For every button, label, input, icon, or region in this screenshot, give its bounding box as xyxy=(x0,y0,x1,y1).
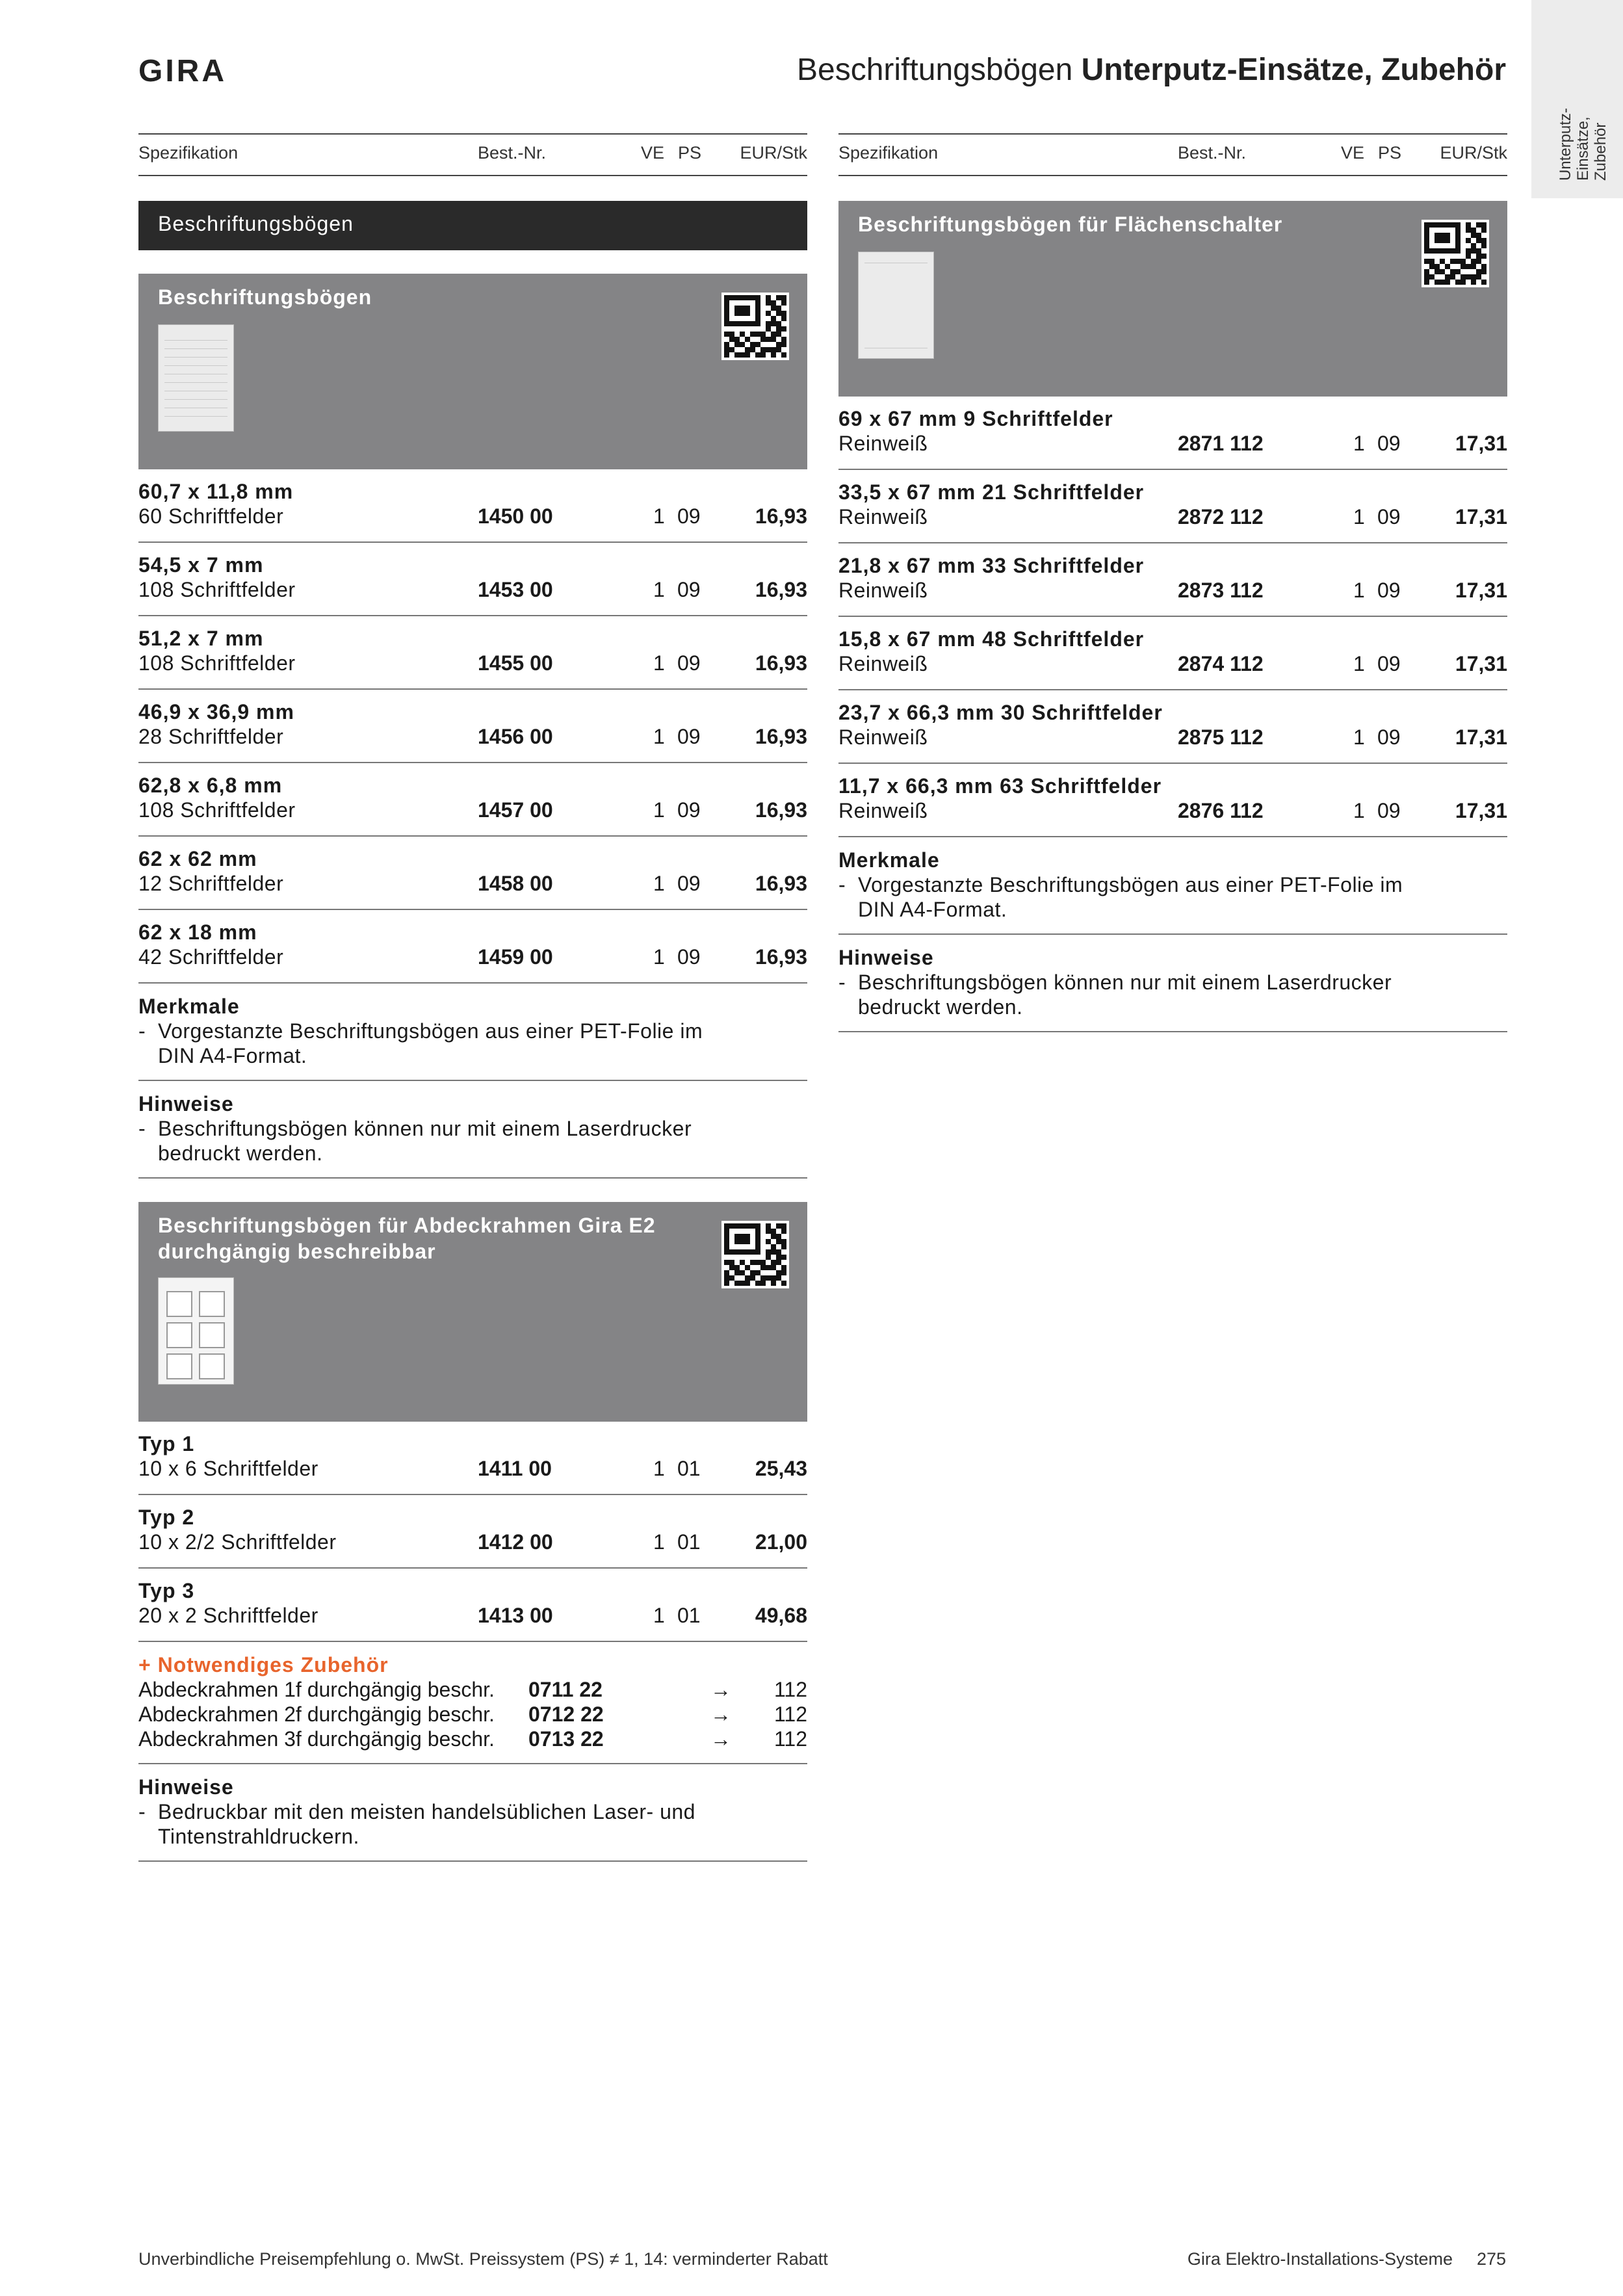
table-row[interactable] xyxy=(138,469,807,543)
table-row[interactable] xyxy=(138,616,807,690)
table-row[interactable] xyxy=(138,763,807,837)
row-article-number: 2873 112 xyxy=(1178,579,1264,602)
row-size: 15,8 x 67 mm 48 Schriftfelder xyxy=(838,627,1145,651)
row-article-number: 1412 00 xyxy=(478,1530,553,1554)
zubehoer-title: + Notwendiges Zubehör xyxy=(138,1653,389,1676)
row-price: 17,31 xyxy=(1455,725,1507,749)
row-ps: 09 xyxy=(677,798,701,822)
row-price: 16,93 xyxy=(755,504,807,528)
product-box-title: Beschriftungsbögen für Abdeckrahmen Gira E2 durchgängig beschreibbar xyxy=(158,1214,656,1263)
merkmale-item: - Vorgestanzte Beschriftungsbögen aus einer PET-Folie im DIN A4-Format. xyxy=(138,1019,703,1067)
row-ps: 09 xyxy=(1377,432,1401,455)
row-article-number: 2876 112 xyxy=(1178,799,1264,822)
hinweise-note xyxy=(838,935,1507,1032)
row-article-number: 1456 00 xyxy=(478,725,553,748)
row-ps: 09 xyxy=(677,578,701,601)
column-header-nr: Best.-Nr. xyxy=(478,143,547,163)
row-ve: 1 xyxy=(1353,579,1365,602)
product-box-flaechenschalter xyxy=(838,201,1507,397)
row-article-number: 1458 00 xyxy=(478,872,553,895)
row-type: Typ 3 xyxy=(138,1579,195,1602)
arrow-right-icon: → xyxy=(710,1678,731,1701)
column-header-ve: VE xyxy=(1341,143,1365,163)
section-title: Beschriftungsbögen xyxy=(138,201,807,250)
arrow-right-icon: → xyxy=(710,1702,731,1726)
row-ps: 09 xyxy=(1377,652,1401,675)
column-header-eur: EUR/Stk xyxy=(740,143,807,163)
row-article-number: 2872 112 xyxy=(1178,505,1264,528)
table-row[interactable] xyxy=(838,764,1507,837)
row-article-number: 1411 00 xyxy=(478,1457,552,1480)
row-fields: 20 x 2 Schriftfelder xyxy=(138,1604,318,1627)
label-sheet-thumbnail xyxy=(158,324,234,432)
product-box-beschriftungsboegen xyxy=(138,274,807,469)
row-ps: 01 xyxy=(677,1530,701,1554)
row-size: 54,5 x 7 mm xyxy=(138,553,264,577)
row-ps: 01 xyxy=(677,1604,701,1627)
row-ps: 09 xyxy=(1377,725,1401,749)
hinweise-title: Hinweise xyxy=(138,1092,234,1115)
row-type: Typ 1 xyxy=(138,1432,195,1455)
page-title-bold: Unterputz-Einsätze, Zubehör xyxy=(1081,53,1506,87)
zubehoer-section xyxy=(138,1642,807,1764)
column-header-spec: Spezifikation xyxy=(838,143,939,163)
row-ps: 09 xyxy=(677,872,701,895)
merkmale-title: Merkmale xyxy=(838,848,940,872)
row-price: 17,31 xyxy=(1455,799,1507,822)
zubehoer-article-number: 0712 22 xyxy=(528,1702,604,1726)
zubehoer-item[interactable] xyxy=(138,1677,807,1702)
merkmale-note xyxy=(138,984,807,1081)
hinweise-item: - Bedruckbar mit den meisten handelsüblichen Laser- und Tintenstrahldruckern. xyxy=(138,1800,695,1848)
hinweise-note xyxy=(138,1081,807,1179)
row-ve: 1 xyxy=(1353,725,1365,749)
row-article-number: 2874 112 xyxy=(1178,652,1264,675)
row-price: 16,93 xyxy=(755,798,807,822)
product-list-2 xyxy=(138,1422,807,1642)
row-price: 16,93 xyxy=(755,651,807,675)
row-price: 16,93 xyxy=(755,578,807,601)
zubehoer-name: Abdeckrahmen 2f durchgängig beschr. xyxy=(138,1702,495,1726)
row-fields: 10 x 6 Schriftfelder xyxy=(138,1457,318,1480)
row-price: 17,31 xyxy=(1455,505,1507,528)
product-box-title: Beschriftungsbögen für Flächenschalter xyxy=(858,213,1283,236)
zubehoer-item[interactable] xyxy=(138,1727,807,1751)
row-ve: 1 xyxy=(653,578,665,601)
zubehoer-name: Abdeckrahmen 3f durchgängig beschr. xyxy=(138,1727,495,1751)
row-color: Reinweiß xyxy=(838,432,928,455)
row-size: 62 x 18 mm xyxy=(138,920,257,944)
zubehoer-article-number: 0711 22 xyxy=(528,1678,603,1701)
right-column xyxy=(838,133,1507,1032)
row-article-number: 2871 112 xyxy=(1178,432,1264,455)
row-ps: 01 xyxy=(677,1457,701,1480)
row-ps: 09 xyxy=(677,651,701,675)
column-header-ps: PS xyxy=(678,143,702,163)
product-box-title: Beschriftungsbögen xyxy=(158,285,372,309)
column-header xyxy=(138,133,807,176)
row-price: 17,31 xyxy=(1455,652,1507,675)
row-size: 23,7 x 66,3 mm 30 Schriftfelder xyxy=(838,701,1163,724)
row-price: 49,68 xyxy=(755,1604,807,1627)
table-row[interactable] xyxy=(138,837,807,910)
table-row[interactable] xyxy=(138,690,807,763)
row-article-number: 1413 00 xyxy=(478,1604,553,1627)
merkmale-note xyxy=(838,837,1507,935)
row-size: 69 x 67 mm 9 Schriftfelder xyxy=(838,407,1113,430)
side-tab-label xyxy=(1557,77,1609,181)
footer-brand: Gira Elektro-Installations-Systeme xyxy=(1187,2249,1453,2269)
row-color: Reinweiß xyxy=(838,579,928,602)
zubehoer-name: Abdeckrahmen 1f durchgängig beschr. xyxy=(138,1678,495,1701)
page-title-light: Beschriftungsbögen xyxy=(797,53,1073,87)
side-tab-line-1: Unterputz- xyxy=(1557,107,1574,181)
row-ve: 1 xyxy=(653,504,665,528)
gira-logo: GIRA xyxy=(138,54,227,88)
row-color: Reinweiß xyxy=(838,505,928,528)
row-article-number: 1459 00 xyxy=(478,945,553,969)
zubehoer-page-link[interactable]: 112 xyxy=(773,1678,807,1701)
row-price: 25,43 xyxy=(755,1457,807,1480)
row-fields: 42 Schriftfelder xyxy=(138,945,284,969)
row-size: 11,7 x 66,3 mm 63 Schriftfelder xyxy=(838,774,1162,798)
row-ps: 09 xyxy=(1377,505,1401,528)
qr-code-icon[interactable] xyxy=(721,1221,789,1288)
row-ve: 1 xyxy=(653,725,665,748)
row-ve: 1 xyxy=(653,1604,665,1627)
row-size: 60,7 x 11,8 mm xyxy=(138,480,294,503)
table-row[interactable] xyxy=(138,1569,807,1642)
zubehoer-article-number: 0713 22 xyxy=(528,1727,604,1751)
hinweise-note-2 xyxy=(138,1764,807,1862)
row-ps: 09 xyxy=(677,945,701,969)
row-article-number: 1450 00 xyxy=(478,504,553,528)
table-row[interactable] xyxy=(138,543,807,616)
row-ve: 1 xyxy=(653,872,665,895)
row-ps: 09 xyxy=(1377,579,1401,602)
table-row[interactable] xyxy=(138,1495,807,1569)
row-ve: 1 xyxy=(653,1457,665,1480)
label-sheet-thumbnail xyxy=(858,252,934,359)
row-ve: 1 xyxy=(653,945,665,969)
row-article-number: 1455 00 xyxy=(478,651,553,675)
table-row[interactable] xyxy=(838,470,1507,543)
row-article-number: 1453 00 xyxy=(478,578,553,601)
hinweise-title: Hinweise xyxy=(838,946,934,969)
row-size: 46,9 x 36,9 mm xyxy=(138,700,294,724)
row-size: 51,2 x 7 mm xyxy=(138,627,264,650)
row-price: 17,31 xyxy=(1455,579,1507,602)
merkmale-title: Merkmale xyxy=(138,995,240,1018)
row-ps: 09 xyxy=(677,504,701,528)
row-fields: 28 Schriftfelder xyxy=(138,725,284,748)
row-color: Reinweiß xyxy=(838,799,928,822)
row-size: 21,8 x 67 mm 33 Schriftfelder xyxy=(838,554,1145,577)
row-fields: 108 Schriftfelder xyxy=(138,578,296,601)
row-fields: 10 x 2/2 Schriftfelder xyxy=(138,1530,337,1554)
row-price: 16,93 xyxy=(755,725,807,748)
row-fields: 12 Schriftfelder xyxy=(138,872,284,895)
zubehoer-page-link[interactable]: 112 xyxy=(773,1702,807,1726)
side-tab-line-2: Einsätze, xyxy=(1574,116,1592,181)
row-size: 62 x 62 mm xyxy=(138,847,257,870)
side-tab-line-3: Zubehör xyxy=(1592,122,1609,181)
table-row[interactable] xyxy=(138,1422,807,1495)
row-ve: 1 xyxy=(1353,432,1365,455)
row-color: Reinweiß xyxy=(838,652,928,675)
row-ve: 1 xyxy=(1353,652,1365,675)
column-header-spec: Spezifikation xyxy=(138,143,239,163)
qr-code-icon[interactable] xyxy=(721,293,789,360)
row-fields: 60 Schriftfelder xyxy=(138,504,284,528)
hinweise-item: - Beschriftungsbögen können nur mit einem Laserdrucker bedruckt werden. xyxy=(138,1117,692,1165)
column-header xyxy=(838,133,1507,176)
row-ve: 1 xyxy=(653,798,665,822)
arrow-right-icon: → xyxy=(710,1727,731,1751)
row-price: 17,31 xyxy=(1455,432,1507,455)
hinweise-item: - Beschriftungsbögen können nur mit einem Laserdrucker bedruckt werden. xyxy=(838,971,1392,1019)
column-header-eur: EUR/Stk xyxy=(1440,143,1507,163)
table-row[interactable] xyxy=(838,397,1507,470)
page-number: 275 xyxy=(1476,2249,1506,2269)
row-size: 62,8 x 6,8 mm xyxy=(138,774,283,797)
page-title xyxy=(797,52,1506,88)
footer-disclaimer: Unverbindliche Preisempfehlung o. MwSt. Preissystem (PS) ≠ 1, 14: verminderter Rabatt xyxy=(138,2249,828,2269)
column-header-nr: Best.-Nr. xyxy=(1178,143,1247,163)
row-ve: 1 xyxy=(1353,799,1365,822)
column-header-ps: PS xyxy=(1378,143,1402,163)
row-fields: 108 Schriftfelder xyxy=(138,798,296,822)
row-article-number: 1457 00 xyxy=(478,798,553,822)
zubehoer-item[interactable] xyxy=(138,1702,807,1727)
row-price: 21,00 xyxy=(755,1530,807,1554)
table-row[interactable] xyxy=(138,910,807,984)
row-ps: 09 xyxy=(1377,799,1401,822)
column-header-ve: VE xyxy=(641,143,665,163)
row-ps: 09 xyxy=(677,725,701,748)
table-row[interactable] xyxy=(838,543,1507,617)
row-price: 16,93 xyxy=(755,872,807,895)
row-color: Reinweiß xyxy=(838,725,928,749)
row-price: 16,93 xyxy=(755,945,807,969)
row-ve: 1 xyxy=(1353,505,1365,528)
merkmale-item: - Vorgestanzte Beschriftungsbögen aus einer PET-Folie im DIN A4-Format. xyxy=(838,873,1403,921)
product-list xyxy=(838,397,1507,837)
zubehoer-page-link[interactable]: 112 xyxy=(773,1727,807,1751)
qr-code-icon[interactable] xyxy=(1422,220,1489,287)
row-ve: 1 xyxy=(653,651,665,675)
table-row[interactable] xyxy=(838,617,1507,690)
row-size: 33,5 x 67 mm 21 Schriftfelder xyxy=(838,480,1145,504)
product-list xyxy=(138,469,807,984)
left-column xyxy=(138,133,807,1862)
row-fields: 108 Schriftfelder xyxy=(138,651,296,675)
product-box-abdeckrahmen xyxy=(138,1202,807,1422)
row-article-number: 2875 112 xyxy=(1178,725,1264,749)
row-ve: 1 xyxy=(653,1530,665,1554)
row-type: Typ 2 xyxy=(138,1506,195,1529)
hinweise-title: Hinweise xyxy=(138,1775,234,1799)
table-row[interactable] xyxy=(838,690,1507,764)
abdeckrahmen-sheet-thumbnail xyxy=(158,1277,234,1385)
